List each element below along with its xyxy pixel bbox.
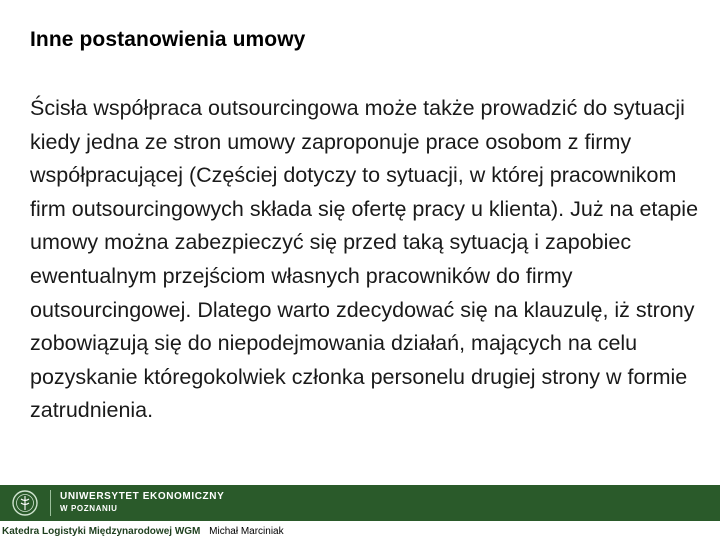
- department-name: Katedra Logistyki Międzynarodowej WGM: [2, 526, 201, 537]
- slide-title: Inne postanowienia umowy: [30, 28, 306, 51]
- footer-bar: [0, 485, 720, 521]
- footer-divider: [50, 490, 51, 516]
- university-name-line1: UNIWERSYTET EKONOMICZNY: [60, 491, 225, 502]
- university-crest-icon: [12, 489, 38, 517]
- slide-body-text: Ścisła współpraca outsourcingowa może także prowadzić do sytuacji kiedy jedna ze stron umowy zaproponuje prace osobom z firmy współpracującej (Częściej dotyczy to sytuacji, w której pracownikom firm outsourcingowych składa się ofertę pracy u klienta). Już na etapie umowy można zabezpieczyć się przed taką sytuacją i zapobiec ewentualnym przejściom własnych pracowników do firmy outsourcingowej. Dlatego warto zdecydować się na klauzulę, iż strony zobowiązują się do niepodejmowania działań, mających na celu pozyskanie któregokolwiek członka personelu drugiej strony w formie zatrudnienia.: [30, 96, 699, 423]
- author-name: Michał Marciniak: [209, 526, 284, 537]
- footer-caption: [2, 526, 284, 537]
- university-name-line2: W POZNANIU: [60, 504, 118, 513]
